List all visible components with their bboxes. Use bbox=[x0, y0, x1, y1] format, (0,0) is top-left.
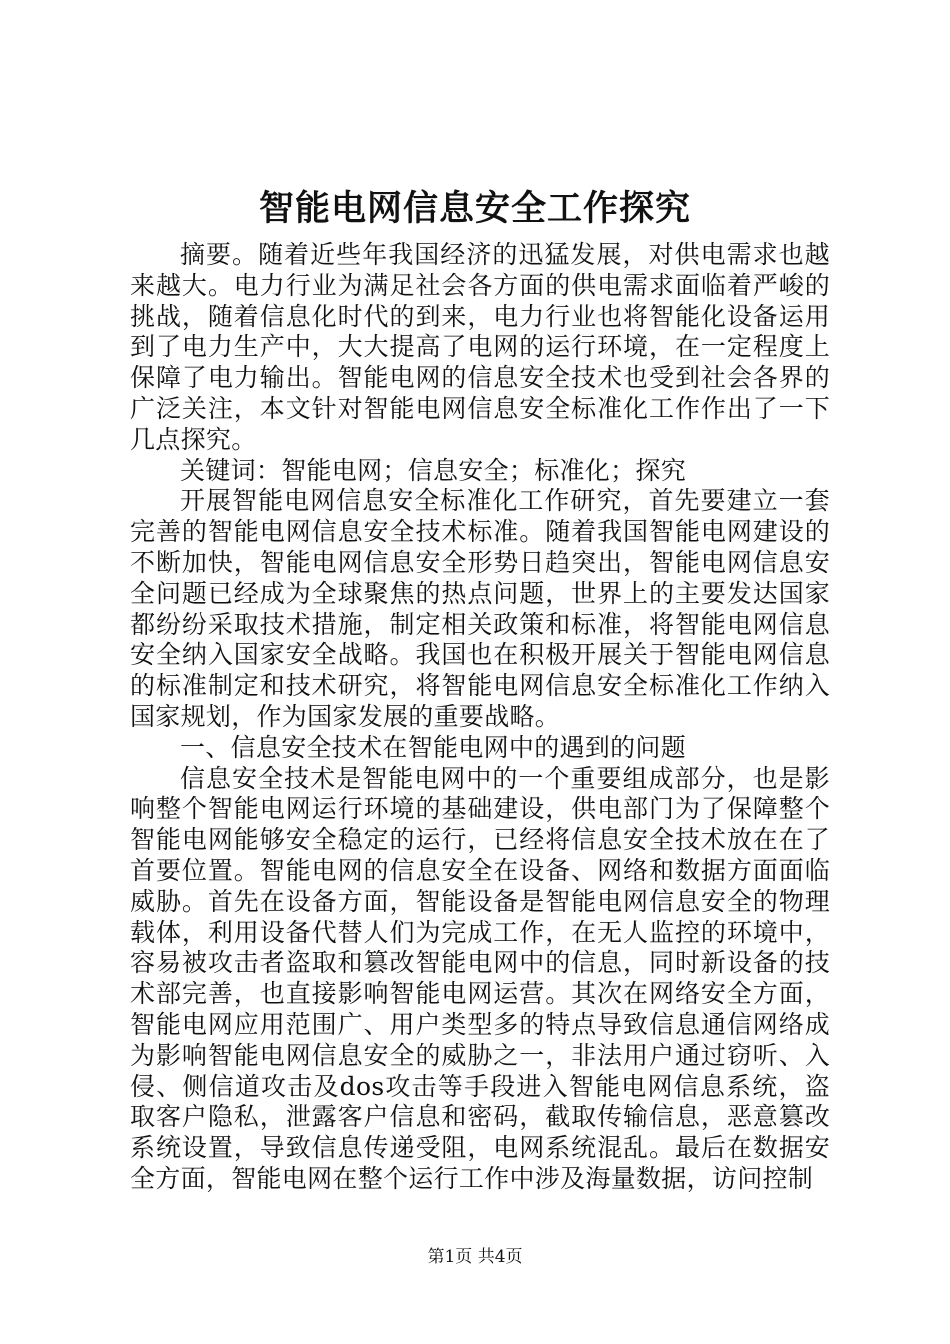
section-heading: 一、信息安全技术在智能电网中的遇到的问题 bbox=[180, 732, 687, 762]
document-body bbox=[130, 240, 830, 1195]
keywords-paragraph: 关键词：智能电网；信息安全；标准化；探究 bbox=[180, 455, 687, 485]
abstract-paragraph: 摘要。随着近些年我国经济的迅猛发展，对供电需求也越来越大。电力行业为满足社会各方面的供电需求面临着严峻的挑战，随着信息化时代的到来，电力行业也将智能化设备运用到了电力生产中，大大提高了电网的运行环境，在一定程度上保障了电力输出。智能电网的信息安全技术也受到社会各界的广泛关注，本文针对智能电网信息安全标准化工作作出了一下几点探究。 bbox=[130, 240, 830, 454]
intro-paragraph: 开展智能电网信息安全标准化工作研究，首先要建立一套完善的智能电网信息安全技术标准。随着我国智能电网建设的不断加快，智能电网信息安全形势日趋突出，智能电网信息安全问题已经成为全球聚焦的热点问题，世界上的主要发达国家都纷纷采取技术措施，制定相关政策和标准，将智能电网信息安全纳入国家安全战略。我国也在积极开展关于智能电网信息的标准制定和技术研究，将智能电网信息安全标准化工作纳入国家规划，作为国家发展的重要战略。 bbox=[130, 486, 830, 731]
document-title: 智能电网信息安全工作探究 bbox=[258, 188, 691, 229]
page-number-footer: 第1页 共4页 bbox=[427, 1247, 523, 1267]
section-paragraph: 信息安全技术是智能电网中的一个重要组成部分，也是影响整个智能电网运行环境的基础建设，供电部门为了保障整个智能电网能够安全稳定的运行，已经将信息安全技术放在在了首要位置。智能电网的信息安全在设备、网络和数据方面面临威胁。首先在设备方面，智能设备是智能电网信息安全的物理载体，利用设备代替人们为完成工作，在无人监控的环境中，容易被攻击者盗取和篡改智能电网中的信息，同时新设备的技术部完善，也直接影响智能电网运营。其次在网络安全方面，智能电网应用范围广、用户类型多的特点导致信息通信网络成为影响智能电网信息安全的威胁之一，非法用户通过窃听、入侵、侧信道攻击及dos攻击等手段进入智能电网信息系统，盗取客户隐私，泄露客户信息和密码，截取传输信息，恶意篡改系统设置，导致信息传递受阻，电网系统混乱。最后在数据安全方面，智能电网在整个运行工作中涉及海量数据，访问控制 bbox=[130, 763, 830, 1193]
